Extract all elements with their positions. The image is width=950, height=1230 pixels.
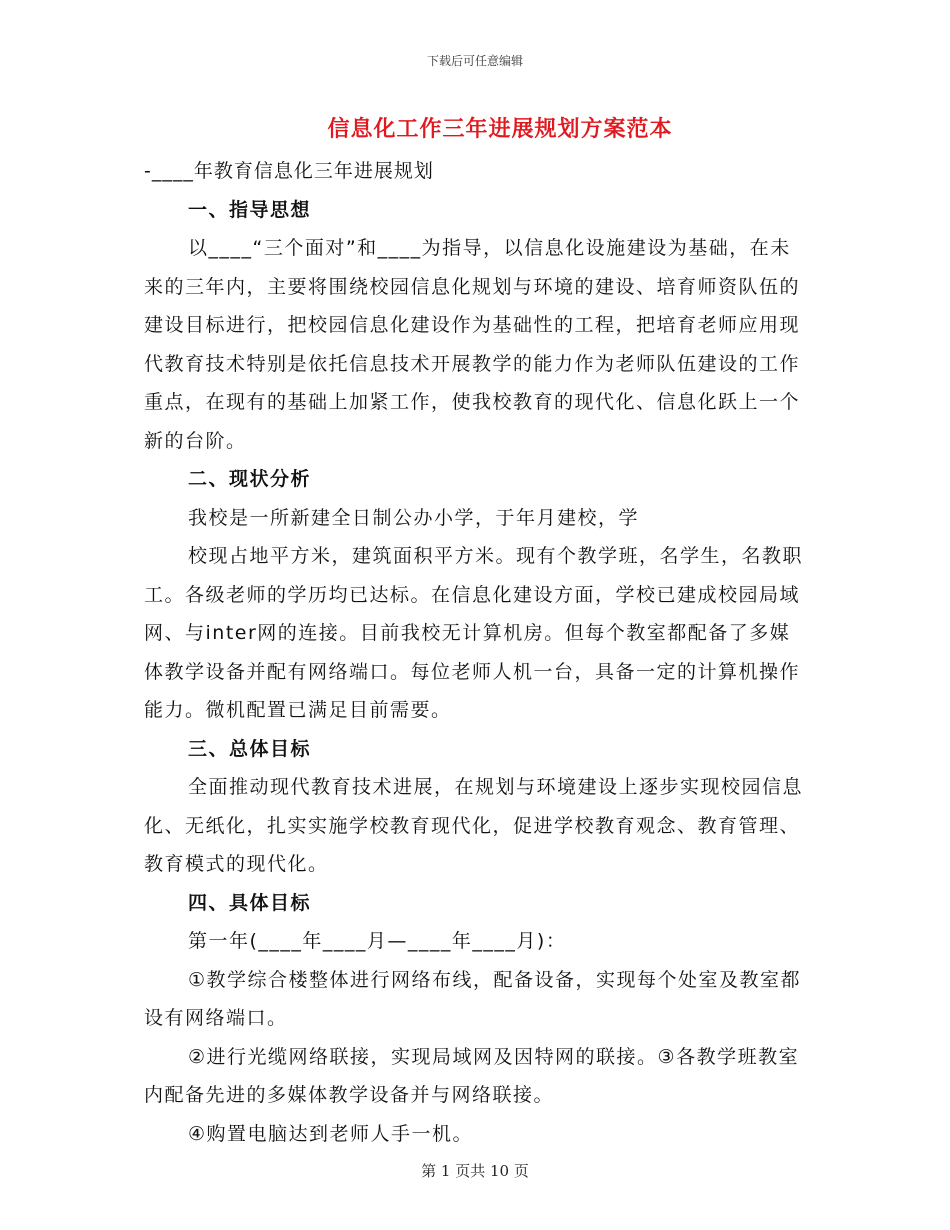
section-heading-2: 二、现状分析 [188,468,312,490]
section-4-paragraph-4: ④购置电脑达到老师人手一机。 [188,1122,474,1145]
document-body [144,152,804,1153]
section-4-paragraph-1: 第一年(____年____月—____年____月)： [188,930,567,952]
section-4-paragraph-3: ②进行光缆网络联接，实现局域网及因特网的联接。③各教学班教室内配备先进的多媒体教学设备并与网络联接。 [144,1045,800,1106]
section-1-paragraph: 以____“三个面对”和____为指导，以信息化设施建设为基础，在未来的三年内，主要将围绕校园信息化规划与环境的建设、培育师资队伍的建设目标进行，把校园信息化建设作为基础性的工程，把培育老师应用现代教育技术特别是依托信息技术开展教学的能力作为老师队伍建设的工作重点，在现有的基础上加紧工作，使我校教育的现代化、信息化跃上一个新的台阶。 [144,237,801,452]
page-footer: 第 1 页共 10 页 [421,1162,529,1180]
section-2-paragraph-2: 校现占地平方米，建筑面积平方米。现有个教学班，名学生，名教职工。各级老师的学历均已达标。在信息化建设方面，学校已建成校园局域网、与inter网的连接。目前我校无计算机房。但每个教室都配备了多媒体教学设备并配有网络端口。每位老师人机一台，具备一定的计算机操作能力。微机配置已满足目前需要。 [144,545,804,721]
section-3-paragraph: 全面推动现代教育技术进展，在规划与环境建设上逐步实现校园信息化、无纸化，扎实实施学校教育现代化，促进学校教育观念、教育管理、教育模式的现代化。 [144,776,804,875]
header-note: 下载后可任意编辑 [426,54,523,68]
section-heading-4: 四、具体目标 [188,891,312,914]
subtitle: -____年教育信息化三年进展规划 [144,160,434,182]
section-4-paragraph-2: ①教学综合楼整体进行网络布线，配备设备，实现每个处室及教室都设有网络端口。 [144,968,802,1029]
section-heading-1: 一、指导思想 [188,198,312,221]
section-heading-3: 三、总体目标 [188,737,312,760]
document-title: 信息化工作三年进展规划方案范本 [327,117,673,142]
section-2-paragraph-1: 我校是一所新建全日制公办小学，于年月建校，学 [188,506,640,529]
